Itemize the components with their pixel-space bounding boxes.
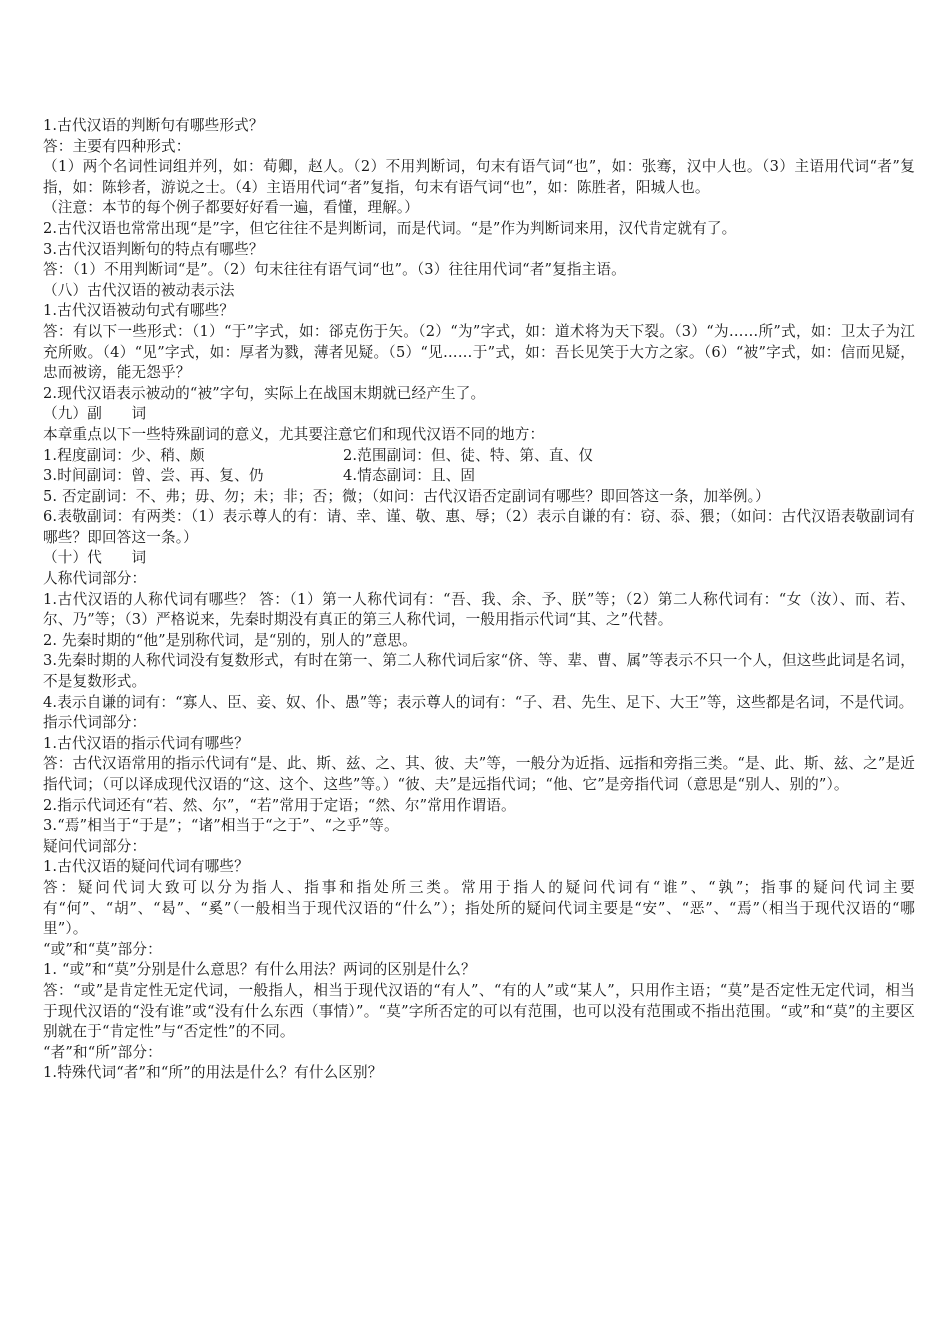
section-heading-pronouns: （十）代 词 [43,549,147,567]
answer-demonstrative: 答：古代汉语常用的指示代词有“是、此、斯、兹、之、其、彼、夫”等，一般分为近指、远指和旁指三类。“是、此、斯、兹、之”是近指代词；（可以译成现代汉语的“这、这个、这些”等。）“彼、夫”是远指代词；“他、它”是旁指代词（意思是“别人、别的”）。 [43,755,915,793]
personal-pronouns-ta: 2. 先秦时期的“他”是别称代词，是“别的，别人的”意思。 [43,631,417,649]
question-interrogative: 1.古代汉语的疑问代词有哪些？ [43,858,249,876]
question-judgment-features: 3.古代汉语判断句的特点有哪些？ [43,240,264,258]
personal-pronouns-plural: 3.先秦时期的人称代词没有复数形式，有时在第一、第二人称代词后家“侪、等、辈、曹、属”等表示不只一个人，但这些此词是名词，不是复数形式。 [43,652,915,691]
adverb-time: 3.时间副词：曾、尝、再、复、仍 [43,467,264,485]
adverb-scope: 2.范围副词：但、徒、特、第、直、仅 [343,446,594,464]
subheading-demonstrative-pronouns: 指示代词部分： [43,714,147,732]
section-heading-adverbs: （九）副 词 [43,405,147,423]
point-shi-character: 2.古代汉语也常常出现“是”字，但它往往不是判断词，而是代词。“是”作为判断词来用，汉代肯定就有了。 [43,219,737,237]
answer-judgment-forms: （1）两个名词性词组并列，如：荀卿，赵人。（2）不用判断词，句末有语气词“也”，如：张骞，汉中人也。（3）主语用代词“者”复指，如：陈轸者，游说之士。（4）主语用代词“者”复指，句末有语气词“也”，如：陈胜者，阳城人也。 [43,158,915,196]
personal-pronouns-answer: 1.古代汉语的人称代词有哪些？ 答：（1）第一人称代词有：“吾、我、余、予、朕”等；（2）第二人称代词有：“女（汝）、而、若、尔、乃”等；（3）严格说来，先秦时期没有真正的第三人称代词，一般用指示代词“其、之”代替。 [43,590,915,629]
adverb-modal: 4.情态副词：且、固 [343,467,476,485]
answer-huo-mo: 答：“或”是肯定性无定代词，一般指人，相当于现代汉语的“有人”、“有的人”或“某人”，只用作主语；“莫”是否定性无定代词，相当于现代汉语的“没有谁”或“没有什么东西（事情）”。“莫”字所否定的可以有范围，也可以没有范围或不指出范围。“或”和“莫”的主要区别就在于“肯定性”与“否定性”的不同。 [43,981,915,1041]
subheading-huo-mo: “或”和“莫”部分： [43,940,162,958]
question-passive-forms: 1.古代汉语被动句式有哪些？ [43,302,235,320]
question-demonstrative: 1.古代汉语的指示代词有哪些？ [43,734,249,752]
demonstrative-yan-zhu: 3.“焉”相当于“于是”；“诸”相当于“之于”、“之乎”等。 [43,817,399,835]
adverb-row [43,466,915,487]
answer-passive-forms: 答：有以下一些形式：（1）“于”字式，如：郤克伤于矢。（2）“为”字式，如：道术将为天下裂。（3）“为……所”式，如：卫太子为江充所败。（4）“见”字式，如：厚者为戮，薄者见疑。（5）“见……于”式，如：吾长见笑于大方之家。（6）“被”字式，如：信而见疑，忠而被谤，能无怨乎？ [43,322,915,382]
answer-intro: 答：主要有四种形式： [43,137,191,155]
study-note: （注意：本节的每个例子都要好好看一遍，看懂，理解。） [43,199,420,217]
demonstrative-ruo-ran-er: 2.指示代词还有“若、然、尔”，“若”常用于定语；“然、尔”常用作谓语。 [43,796,516,814]
section-heading-passive: （八）古代汉语的被动表示法 [43,281,235,299]
adverb-negation: 5. 否定副词：不、弗；毋、勿；未；非；否；微；（如问：古代汉语否定副词有哪些？即回答这一条，加举例。） [43,487,770,505]
adverb-degree: 1.程度副词：少、稍、颇 [43,446,205,464]
personal-pronouns-humble-honorific: 4.表示自谦的词有：“寡人、臣、妾、奴、仆、愚”等；表示尊人的词有：“子、君、先生、足下、大王”等，这些都是名词，不是代词。 [43,693,914,711]
point-bei-sentence: 2.现代汉语表示被动的“被”字句，实际上在战国末期就已经产生了。 [43,384,486,402]
question-huo-mo: 1. “或”和“莫”分别是什么意思？有什么用法？两词的区别是什么？ [43,961,476,979]
adverb-honorific: 6.表敬副词：有两类：（1）表示尊人的有：请、幸、谨、敬、惠、辱；（2）表示自谦的有：窃、忝、猥；（如问：古代汉语表敬副词有哪些？即回答这一条。） [43,508,915,546]
subheading-interrogative-pronouns: 疑问代词部分： [43,837,147,855]
adverbs-intro: 本章重点以下一些特殊副词的意义，尤其要注意它们和现代汉语不同的地方： [43,425,545,443]
answer-judgment-features: 答：（1）不用判断词“是”。（2）句末往往有语气词“也”。（3）往往用代词“者”复指主语。 [43,261,626,279]
adverb-row [43,446,915,467]
question-judgment-forms: 1.古代汉语的判断句有哪些形式？ [43,117,264,134]
subheading-personal-pronouns: 人称代词部分： [43,570,147,588]
answer-interrogative: 答：疑问代词大致可以分为指人、指事和指处所三类。常用于指人的疑问代词有“谁”、“孰”；指事的疑问代词主要有“何”、“胡”、“曷”、“奚”（一般相当于现代汉语的“什么”）；指处所的疑问代词主要是“安”、“恶”、“焉”（相当于现代汉语的“哪里”）。 [43,878,915,938]
document-page [43,116,915,1084]
subheading-zhe-suo: “者”和“所”部分： [43,1043,162,1061]
question-zhe-suo: 1.特殊代词“者”和“所”的用法是什么？有什么区别？ [43,1064,383,1082]
